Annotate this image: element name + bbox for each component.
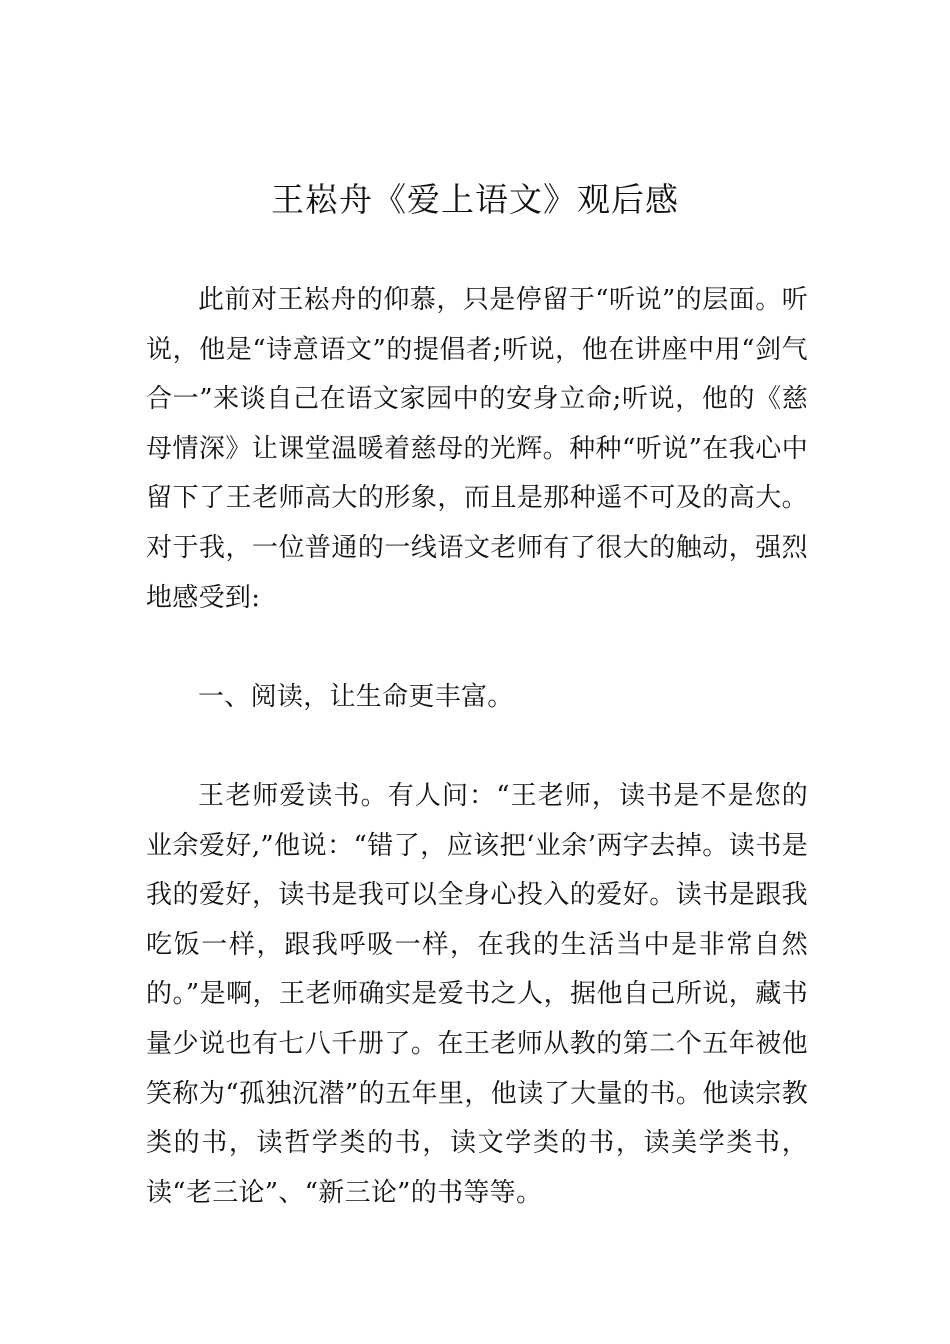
paragraph-reading: 王老师爱读书。有人问：“王老师，读书是不是您的业余爱好,”他说：“错了，应该把‘业余’两字去掉。读书是我的爱好，读书是我可以全身心投入的爱好。读书是跟我吃饭一样，跟我呼吸一样，在我的生活当中是非常自然的。”是啊，王老师确实是爱书之人，据他自己所说，藏书量少说也有七八千册了。在王老师从教的第二个五年被他笑称为“孤独沉潜”的五年里，他读了大量的书。他读宗教类的书，读哲学类的书，读文学类的书，读美学类书，读“老三论”、“新三论”的书等等。 — [146, 781, 808, 1208]
paragraph-intro: 此前对王崧舟的仰慕，只是停留于“听说”的层面。听说，他是“诗意语文”的提倡者;听说，他在讲座中用“剑气合一”来谈自己在语文家园中的安身立命;听说，他的《慈母情深》让课堂温暖着慈母的光辉。种种“听说”在我心中留下了王老师高大的形象，而且是那种遥不可及的高大。对于我，一位普通的一线语文老师有了很大的触动，强烈地感受到: — [146, 285, 808, 613]
document-title: 王崧舟《爱上语文》观后感 — [271, 180, 679, 219]
section-heading-reading: 一、阅读，让生命更丰富。 — [198, 682, 514, 712]
